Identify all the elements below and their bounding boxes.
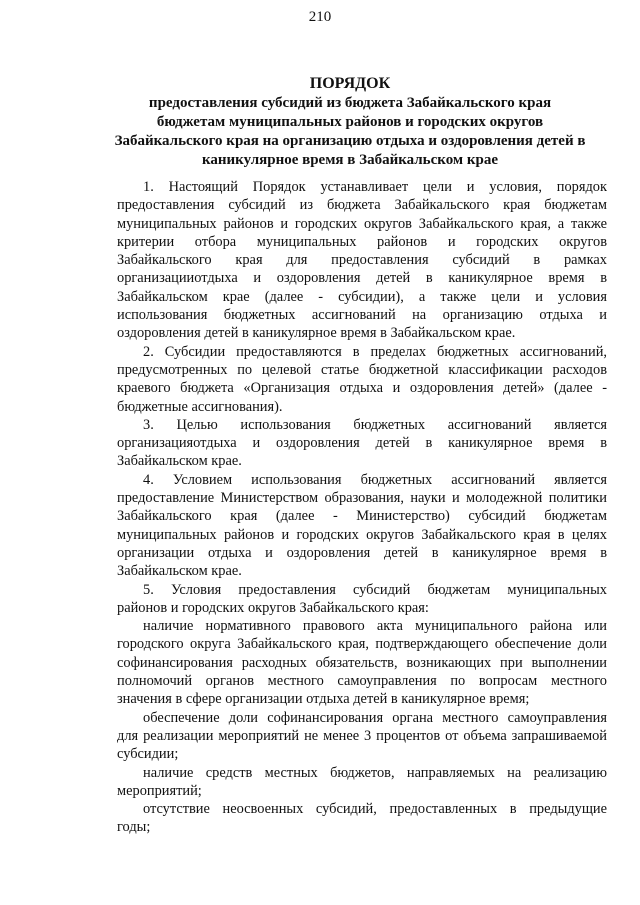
text-line: муниципальных районов и городских округов Забайкальского края, а также bbox=[117, 215, 607, 232]
text-line: для реализации мероприятий не менее 3 процентов от объема запрашиваемой bbox=[117, 727, 607, 744]
text-line: Забайкальского края (далее - Министерство) субсидий бюджетам bbox=[117, 508, 607, 525]
paragraph-condition-2 bbox=[117, 709, 607, 764]
text-line: наличие средств местных бюджетов, направляемых на реализацию bbox=[143, 764, 607, 781]
text-line: организацииотдыха и оздоровления детей в каникулярное время в bbox=[117, 270, 607, 287]
text-line: предоставление Министерством образования, науки и молодежной политики bbox=[117, 490, 607, 507]
text-line: наличие нормативного правового акта муниципального района или bbox=[143, 618, 607, 635]
text-line: 1. Настоящий Порядок устанавливает цели и условия, порядок bbox=[143, 179, 607, 195]
title-line: бюджетам муниципальных районов и городских округов bbox=[156, 114, 544, 130]
text-line: значения в сфере организации отдыха детей в каникулярное время; bbox=[117, 691, 530, 708]
text-line: мероприятий; bbox=[117, 782, 202, 799]
paragraph-4 bbox=[117, 471, 607, 581]
title-line: предоставления субсидий из бюджета Забайкальского края bbox=[148, 95, 552, 111]
text-line: использования бюджетных ассигнований на организацию отдыха и bbox=[117, 307, 607, 324]
text-line: Забайкальского края для предоставления субсидий в рамках bbox=[117, 252, 607, 269]
title-line: Забайкальского края на организацию отдыха и оздоровления детей в bbox=[114, 133, 586, 149]
text-line: районов и городских округов Забайкальского края: bbox=[117, 599, 429, 616]
text-line: предусмотренных по целевой статье бюджетной классификации расходов bbox=[117, 361, 607, 378]
paragraph-5 bbox=[117, 581, 607, 618]
paragraph-condition-4 bbox=[117, 800, 607, 837]
paragraph-condition-3 bbox=[117, 764, 607, 801]
text-line: предоставления субсидий из бюджета Забайкальского края бюджетам bbox=[117, 197, 607, 214]
text-line: Забайкальском крае. bbox=[117, 453, 242, 470]
text-line: Забайкальском крае (далее - субсидии), а также цели и условия bbox=[117, 288, 607, 305]
text-line: 5. Условия предоставления субсидий бюджетам муниципальных bbox=[143, 581, 607, 598]
text-line: бюджетные ассигнования). bbox=[117, 398, 283, 415]
text-line: отсутствие неосвоенных субсидий, предоставленных в предыдущие bbox=[143, 801, 607, 818]
text-line: Забайкальском крае. bbox=[117, 563, 242, 580]
text-line: организацияотдыха и оздоровления детей в каникулярное время в bbox=[117, 435, 607, 452]
title-heading: ПОРЯДОК bbox=[309, 75, 391, 92]
text-line: организации отдыха и оздоровления детей в каникулярное время в bbox=[117, 544, 607, 561]
paragraph-condition-1 bbox=[117, 617, 607, 708]
page-number: 210 bbox=[308, 9, 332, 25]
title-line: каникулярное время в Забайкальском крае bbox=[201, 152, 499, 168]
text-line: краевого бюджета «Организация отдыха и оздоровления детей» (далее - bbox=[117, 380, 607, 397]
text-line: годы; bbox=[117, 819, 151, 836]
document-body bbox=[117, 178, 607, 837]
text-line: оздоровления детей в каникулярное время в Забайкальском крае. bbox=[117, 325, 516, 342]
text-line: субсидии; bbox=[117, 746, 179, 763]
text-line: 3. Целью использования бюджетных ассигнований является bbox=[143, 416, 607, 433]
text-line: обеспечение доли софинансирования органа местного самоуправления bbox=[143, 709, 607, 726]
text-line: городского округа Забайкальского края, подтверждающего обеспечение доли bbox=[117, 636, 607, 653]
paragraph-2 bbox=[117, 343, 607, 416]
paragraph-1 bbox=[117, 178, 607, 343]
paragraph-3 bbox=[117, 416, 607, 471]
text-line: софинансирования расходных обязательств, возникающих при выполнении bbox=[117, 654, 607, 671]
text-line: критерии отбора муниципальных районов и городских округов bbox=[117, 233, 607, 250]
text-line: полномочий органов местного самоуправления по вопросам местного bbox=[117, 673, 607, 690]
text-line: 2. Субсидии предоставляются в пределах бюджетных ассигнований, bbox=[143, 343, 607, 360]
text-line: 4. Условием использования бюджетных ассигнований является bbox=[143, 471, 607, 488]
text-line: муниципальных районов и городских округов Забайкальского края в целях bbox=[117, 526, 607, 543]
document-title bbox=[100, 74, 600, 170]
